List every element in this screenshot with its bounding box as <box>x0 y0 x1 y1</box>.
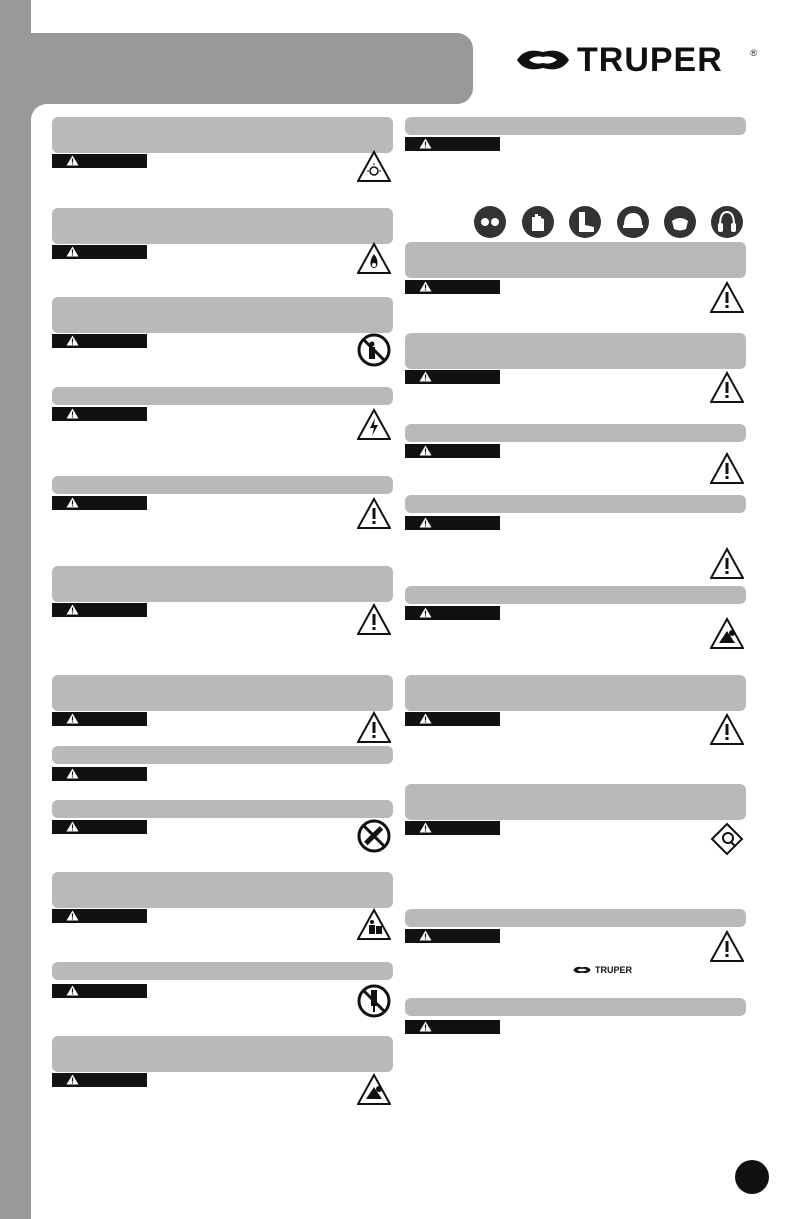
page-number-circle <box>735 1160 769 1194</box>
left-section-bar-11 <box>52 962 393 980</box>
right-section-bar-7 <box>405 675 746 711</box>
left-warning-label-9 <box>52 820 147 834</box>
electric-shock-icon <box>357 408 391 442</box>
truper-logo <box>515 40 757 80</box>
left-warning-label-10 <box>52 909 147 923</box>
goggles-icon <box>473 205 507 239</box>
cutting-hazard-icon <box>357 1073 391 1107</box>
left-warning-label-12 <box>52 1073 147 1087</box>
inspect-icon <box>710 822 744 856</box>
warning-triangle-icon <box>66 497 79 508</box>
truper-emblem-icon <box>515 45 571 75</box>
no-drilling-icon <box>357 984 391 1018</box>
left-section-bar-1 <box>52 117 393 153</box>
warning-triangle-icon <box>66 335 79 346</box>
left-section-bar-7 <box>52 675 393 711</box>
general-warning-icon <box>710 281 744 315</box>
left-warning-label-1 <box>52 154 147 168</box>
eye-light-hazard-icon <box>357 150 391 184</box>
left-section-bar-2 <box>52 208 393 244</box>
warning-triangle-icon <box>66 910 79 921</box>
left-section-bar-3 <box>52 297 393 333</box>
right-warning-label-5 <box>405 516 500 530</box>
right-section-bar-2 <box>405 242 746 278</box>
top-band <box>31 0 794 33</box>
left-section-bar-4 <box>52 387 393 405</box>
hard-hat-icon <box>616 205 650 239</box>
warning-triangle-icon <box>419 445 432 456</box>
right-warning-label-3 <box>405 370 500 384</box>
warning-triangle-icon <box>419 930 432 941</box>
warning-triangle-icon <box>66 768 79 779</box>
warning-triangle-icon <box>419 371 432 382</box>
general-warning-icon <box>710 371 744 405</box>
warning-triangle-icon <box>419 822 432 833</box>
left-section-bar-12 <box>52 1036 393 1072</box>
top-corner <box>0 0 31 33</box>
registered-mark: ® <box>750 48 757 58</box>
warning-triangle-icon <box>419 713 432 724</box>
gloves-icon <box>521 205 555 239</box>
warning-triangle-icon <box>419 281 432 292</box>
right-section-bar-6 <box>405 586 746 604</box>
general-warning-icon <box>710 713 744 747</box>
right-section-bar-3 <box>405 333 746 369</box>
right-section-bar-4 <box>405 424 746 442</box>
left-warning-label-5 <box>52 496 147 510</box>
left-warning-label-8 <box>52 767 147 781</box>
left-warning-label-3 <box>52 334 147 348</box>
person-hazard-icon <box>357 908 391 942</box>
left-warning-label-4 <box>52 407 147 421</box>
small-brand-name: TRUPER <box>595 965 633 975</box>
ear-protection-icon <box>710 205 744 239</box>
right-section-bar-1 <box>405 117 746 135</box>
right-warning-label-10 <box>405 1020 500 1034</box>
mask-icon <box>663 205 697 239</box>
left-warning-label-6 <box>52 603 147 617</box>
no-children-icon <box>357 333 391 367</box>
warning-triangle-icon <box>66 1074 79 1085</box>
left-warning-label-2 <box>52 245 147 259</box>
warning-triangle-icon <box>419 517 432 528</box>
right-section-bar-9 <box>405 909 746 927</box>
warning-triangle-icon <box>66 821 79 832</box>
left-section-bar-5 <box>52 476 393 494</box>
warning-triangle-icon <box>66 985 79 996</box>
warning-triangle-icon <box>66 604 79 615</box>
warning-triangle-icon <box>419 607 432 618</box>
left-section-bar-8 <box>52 746 393 764</box>
truper-emblem-small-icon <box>571 965 593 975</box>
cutting-hazard-icon <box>710 617 744 651</box>
left-warning-label-7 <box>52 712 147 726</box>
right-warning-label-8 <box>405 821 500 835</box>
small-truper-logo <box>571 965 632 975</box>
brand-name: TRUPER <box>577 40 723 79</box>
warning-triangle-icon <box>66 246 79 257</box>
warning-triangle-icon <box>66 713 79 724</box>
general-warning-icon <box>710 930 744 964</box>
right-section-bar-5 <box>405 495 746 513</box>
left-warning-label-11 <box>52 984 147 998</box>
fire-hazard-icon <box>357 242 391 276</box>
left-section-bar-10 <box>52 872 393 908</box>
left-section-bar-9 <box>52 800 393 818</box>
warning-triangle-icon <box>66 408 79 419</box>
right-warning-label-6 <box>405 606 500 620</box>
general-warning-icon <box>357 603 391 637</box>
right-warning-label-4 <box>405 444 500 458</box>
right-section-bar-8 <box>405 784 746 820</box>
right-warning-label-9 <box>405 929 500 943</box>
right-warning-label-2 <box>405 280 500 294</box>
right-warning-label-7 <box>405 712 500 726</box>
left-sidebar <box>0 0 31 1219</box>
right-warning-label-1 <box>405 137 500 151</box>
header-box <box>31 33 473 104</box>
general-warning-icon <box>710 452 744 486</box>
warning-triangle-icon <box>419 138 432 149</box>
warning-triangle-icon <box>66 155 79 166</box>
left-section-bar-6 <box>52 566 393 602</box>
boots-icon <box>568 205 602 239</box>
general-warning-icon <box>357 497 391 531</box>
no-tool-icon <box>357 819 391 853</box>
general-warning-icon <box>357 711 391 745</box>
general-warning-icon <box>710 547 744 581</box>
warning-triangle-icon <box>419 1021 432 1032</box>
right-section-bar-10 <box>405 998 746 1016</box>
